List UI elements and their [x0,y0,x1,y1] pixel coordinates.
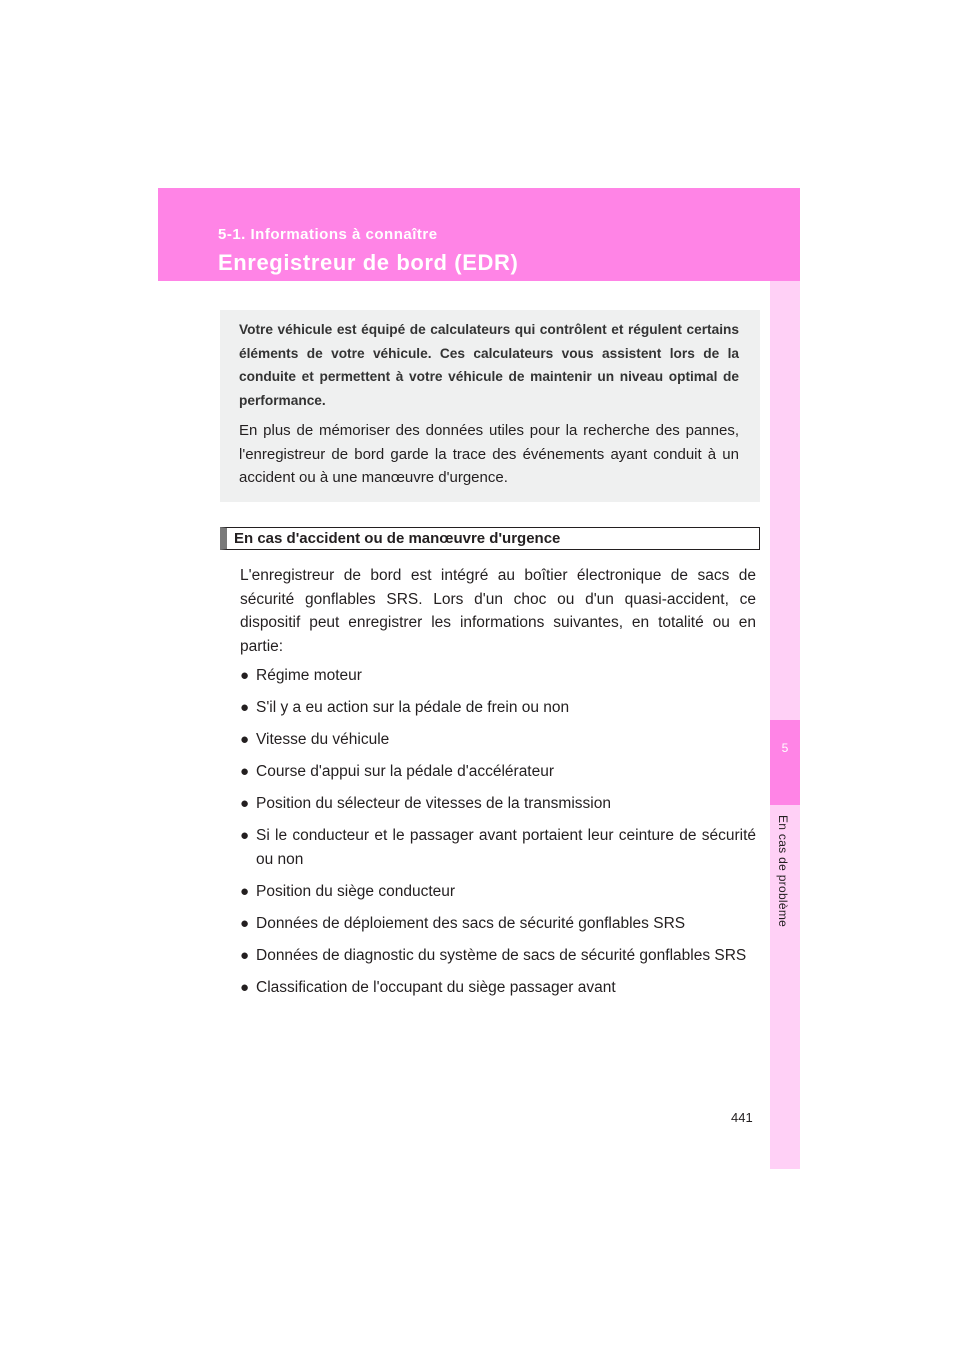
list-item [240,696,756,720]
bullet-icon: ● [240,731,250,748]
chapter-number: 5 [781,741,789,755]
bullet-icon: ● [240,946,250,964]
page-title: Enregistreur de bord (EDR) [218,250,519,275]
list-item [240,760,756,784]
intro-paragraph-bold: Votre véhicule est équipé de calculateurs qui contrôlent et régulent certains éléments de votre véhicule. Ces calculateurs vous assistent lors de la conduite et permettent à votre véhicule de maintenir un niveau optimal de performance. [239,322,739,408]
bullet-icon: ● [240,882,250,900]
list-item-text: Position du siège conducteur [256,882,456,900]
bullet-icon: ● [240,827,250,844]
list-item [240,664,756,688]
list-item [240,944,756,968]
list-item [240,824,756,871]
bullet-icon: ● [240,914,250,932]
bullet-icon: ● [240,795,250,812]
intro-box [220,310,760,502]
list-item-text: S'il y a eu action sur la pédale de frein ou non [256,699,570,716]
section-body: L'enregistreur de bord est intégré au boîtier électronique de sacs de sécurité gonflables SRS. Lors d'un choc ou d'un quasi-accident, ce dispositif peut enregistrer les informations suivantes, en totalité ou en partie: [240,567,756,655]
list-item [240,728,756,752]
list-item-text: Position du sélecteur de vitesses de la transmission [256,795,611,812]
bullet-icon: ● [240,699,250,716]
list-item-text: Classification de l'occupant du siège passager avant [256,978,616,996]
intro-paragraph: En plus de mémoriser des données utiles pour la recherche des pannes, l'enregistreur de bord garde la trace des événements ayant conduit à un accident ou à une manœuvre d'urgence. [239,422,739,486]
bullet-icon: ● [240,978,250,996]
list-item-text: Données de déploiement des sacs de sécurité gonflables SRS [256,914,686,932]
chapter-tab [770,720,800,805]
bullet-icon: ● [240,763,250,780]
list-item [240,792,756,816]
list-item-text: Course d'appui sur la pédale d'accélérateur [256,763,555,780]
page-number: 441 [731,1110,753,1125]
chapter-title: En cas de problème [776,815,790,928]
list-item [240,976,756,1000]
list-item-text: Vitesse du véhicule [256,731,390,748]
list-item-text: Régime moteur [256,667,362,684]
list-item-text: Si le conducteur et le passager avant portaient leur ceinture de sécurité ou non [256,827,756,868]
list-item-text: Données de diagnostic du système de sacs de sécurité gonflables SRS [256,946,747,964]
section-heading: En cas d'accident ou de manœuvre d'urgence [220,527,760,550]
list-item [240,912,756,936]
list-item [240,880,756,904]
section-label: 5-1. Informations à connaître [218,226,438,243]
recorded-data-list [240,664,756,1008]
bullet-icon: ● [240,667,250,684]
